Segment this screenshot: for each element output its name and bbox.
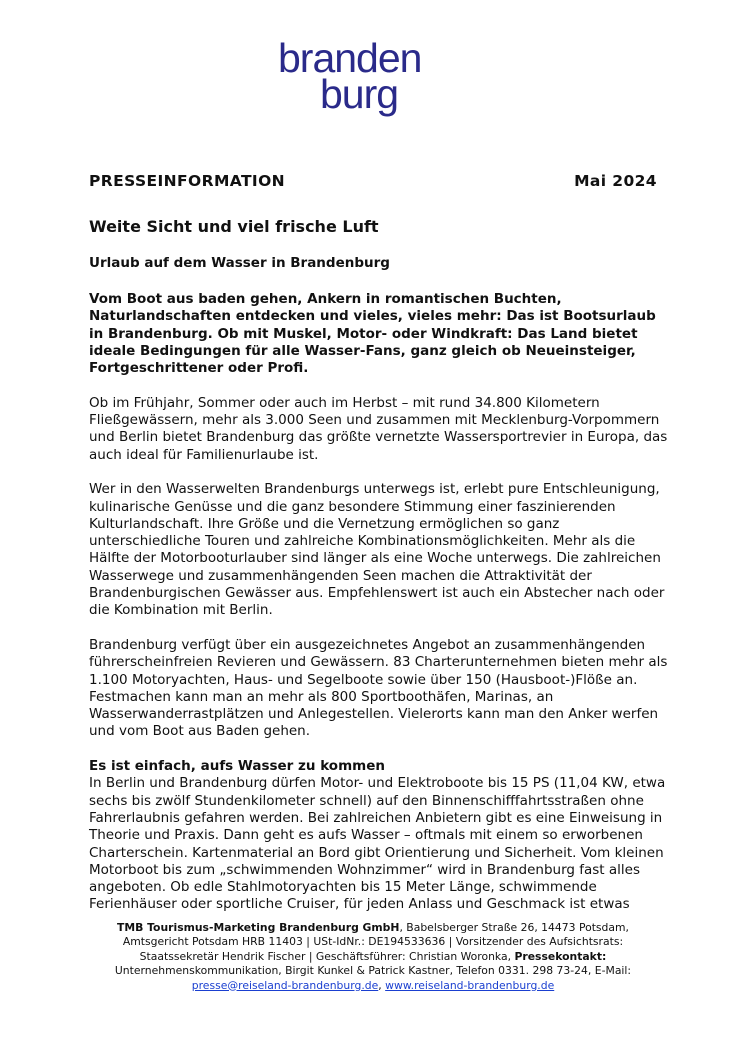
footer-address: , Babelsberger Straße 26, 14473 Potsdam,: [399, 921, 629, 934]
footer-link-separator: ,: [378, 978, 386, 992]
body-paragraph: Ob im Frühjahr, Sommer oder auch im Herbst – mit rund 34.800 Kilometern Fließgewässern, mehr als 3.000 Seen und zusammen mit Mecklenburg-Vorpommern und Berlin bietet Brandenburg das größte vernetzte Wassersportrevier in Europa, das auch ideal für Familienurlaube ist.: [89, 394, 668, 463]
footer-management: Staatssekretär Hendrik Fischer | Geschäftsführer: Christian Woronka,: [139, 949, 515, 963]
body-paragraph: Wer in den Wasserwelten Brandenburgs unterwegs ist, erlebt pure Entschleunigung, kulinarische Genüsse und die ganz besondere Stimmung einer faszinierenden Kulturlandschaft. Ihre Größe und die Vernetzung ermöglichen so ganz unterschiedliche Touren und zahlreiche Kombinationsmöglichkeiten. Mehr als die Hälfte der Motorbooturlauber sind länger als eine Woche unterwegs. Die zahlreichen Wasserwege und zusammenhängenden Seen machen die Attraktivität der Brandenburgischen Gewässer aus. Empfehlenswert ist auch ein Abstecher nach oder die Kombination mit Berlin.: [89, 481, 665, 619]
article-body: [89, 291, 669, 914]
section-heading: Es ist einfach, aufs Wasser zu kommen: [89, 758, 385, 775]
lead-paragraph: Vom Boot aus baden gehen, Ankern in romantischen Buchten, Naturlandschaften entdecken und vieles, vieles mehr: Das ist Bootsurlaub in Brandenburg. Ob mit Muskel, Motor- oder Windkraft: Das Land bietet ideale Bedingungen für alle Wasser-Fans, ganz gleich ob Neueinsteiger, Fortgeschrittener oder Profi.: [89, 291, 656, 377]
document-header: [89, 172, 657, 190]
section-paragraph: In Berlin und Brandenburg dürfen Motor- und Elektroboote bis 15 PS (11,04 KW, etwa sechs bis zwölf Stundenkilometer schnell) auf den Binnenschifffahrtsstraßen ohne Fahrerlaubnis gefahren werden. Bei zahlreichen Anbietern gibt es eine Einweisung in Theorie und Praxis. Dann geht es aufs Wasser – oftmals mit einem so erworbenen Charterschein. Kartenmaterial an Bord gibt Orientierung und Sicherheit. Vom kleinen Motorboot bis zum „schwimmenden Wohnzimmer“ wird in Brandenburg fast alles angeboten. Ob edle Stahlmotoryachten bis 15 Meter Länge, schwimmende Ferienhäuser oder sportliche Cruiser, für jeden Anlass und Geschmack ist etwas: [89, 775, 666, 913]
footer-imprint: [89, 921, 657, 993]
footer-press-contact-label: Pressekontakt:: [514, 949, 607, 963]
logo-line-2: burg: [320, 71, 399, 117]
footer-contact-details: Unternehmenskommunikation, Birgit Kunkel & Patrick Kastner, Telefon 0331. 298 73-24, E-Mail:: [114, 964, 632, 978]
document-date: Mai 2024: [574, 172, 657, 190]
page-title: Weite Sicht und viel frische Luft: [89, 217, 379, 236]
footer-registry: Amtsgericht Potsdam HRB 11403 | USt-IdNr.: DE194533636 | Vorsitzender des Aufsichtsrats:: [122, 935, 624, 949]
brandenburg-logo: [278, 35, 478, 117]
footer-company: TMB Tourismus-Marketing Brandenburg GmbH: [117, 921, 400, 934]
logo-line-1: branden: [278, 35, 422, 81]
footer-website-link[interactable]: www.reiseland-brandenburg.de: [385, 978, 555, 992]
page-subtitle: Urlaub auf dem Wasser in Brandenburg: [89, 255, 390, 271]
document-type-label: PRESSEINFORMATION: [89, 172, 286, 190]
footer-email-link[interactable]: presse@reiseland-brandenburg.de: [191, 978, 379, 992]
body-paragraph: Brandenburg verfügt über ein ausgezeichnetes Angebot an zusammenhängenden führerscheinfreien Revieren und Gewässern. 83 Charterunternehmen bieten mehr als 1.100 Motoryachten, Haus- und Segelboote sowie über 150 (Hausboot-)Flöße an. Festmachen kann man an mehr als 800 Sportboothäfen, Marinas, an Wasserwanderrastplätzen und Anlegestellen. Vielerorts kann man den Anker werfen und vom Boot aus Baden gehen.: [89, 636, 668, 740]
